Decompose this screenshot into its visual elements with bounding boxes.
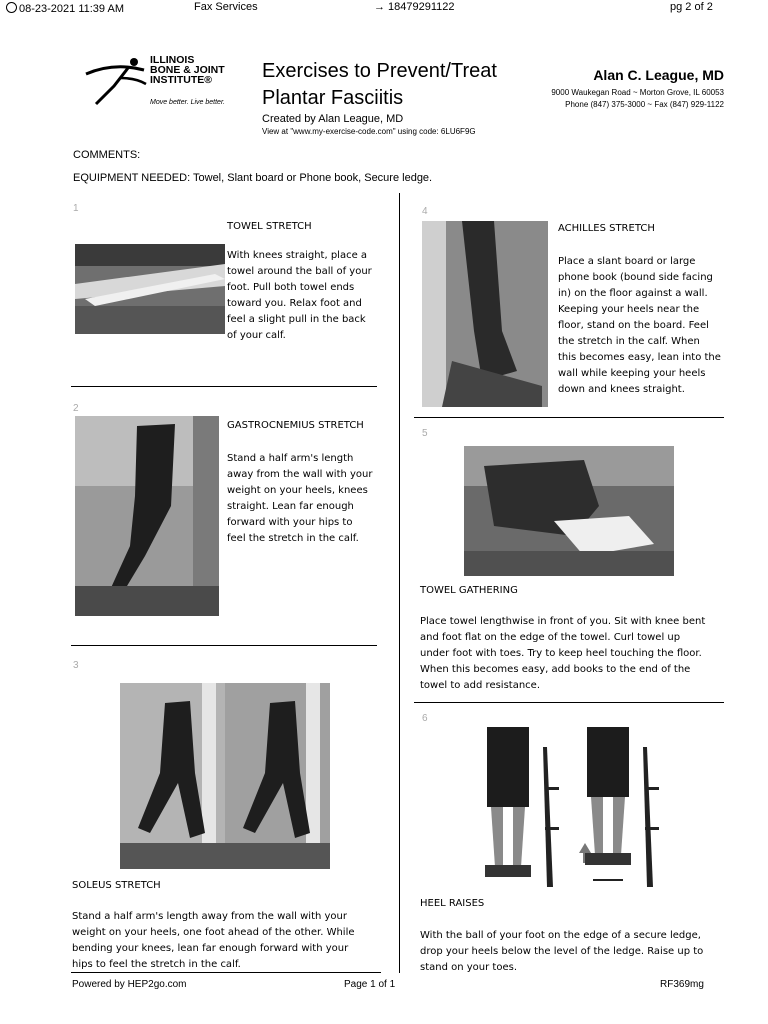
footer-powered-by: Powered by HEP2go.com: [72, 979, 187, 990]
exercise-number: 6: [422, 713, 428, 724]
section-divider: [71, 645, 377, 646]
clock-icon: [6, 2, 17, 13]
section-divider: [71, 386, 377, 387]
exercise-number: 3: [73, 660, 79, 671]
exercise-number: 5: [422, 428, 428, 439]
institute-name: ILLINOIS BONE & JOINT INSTITUTE®: [150, 54, 225, 86]
exercise-number: 1: [73, 203, 79, 214]
exercise-description: Stand a half arm's length away from the wall with your weight on your heels, knees straight. Lean far enough forward with your hips to feel the stretch in the calf.: [227, 453, 373, 544]
exercise-title: TOWEL STRETCH: [227, 221, 312, 232]
page-title: Exercises to Prevent/Treat Plantar Fasciitis: [262, 60, 497, 109]
exercise-number: 2: [73, 403, 79, 414]
equipment-needed: EQUIPMENT NEEDED: Towel, Slant board or Phone book, Secure ledge.: [73, 172, 433, 184]
exercise-description: With the ball of your foot on the edge of a secure ledge, drop your heels below the level of the ledge. Raise up to stand on your toes.: [420, 930, 704, 973]
column-divider: [399, 193, 400, 973]
doctor-contact: 9000 Waukegan Road ~ Morton Grove, IL 60053 Phone (847) 375-3000 ~ Fax (847) 929-1122: [551, 88, 724, 109]
fax-service: Fax Services: [194, 1, 258, 13]
exercise-title: SOLEUS STRETCH: [72, 880, 161, 891]
created-by: Created by Alan League, MD: [262, 113, 404, 125]
fax-number: → 18479291122: [374, 1, 455, 13]
gastrocnemius-stretch-image: [75, 416, 219, 616]
section-divider: [414, 702, 724, 703]
view-at-code: View at "www.my-exercise-code.com" using code: 6LU6F9G: [262, 127, 476, 136]
towel-stretch-image: [75, 244, 225, 334]
exercise-title: HEEL RAISES: [420, 898, 485, 909]
fax-datetime: 08-23-2021 11:39 AM: [6, 1, 124, 15]
exercise-number: 4: [422, 206, 428, 217]
footer-divider: [71, 972, 381, 973]
doctor-name: Alan C. League, MD: [593, 67, 724, 83]
towel-gathering-image: [464, 446, 674, 576]
exercise-description: Place towel lengthwise in front of you. Sit with knee bent and foot flat on the edge of the towel. Curl towel up under foot with toes. Try to keep heel touching the floor. When this becomes easy, add books to the end of the towel to add resistance.: [420, 616, 706, 691]
footer-code: RF369mg: [660, 979, 704, 990]
heel-raises-image: [475, 727, 675, 892]
section-divider: [414, 417, 724, 418]
exercise-description: Place a slant board or large phone book (bound side facing in) on the floor against a wall. Keeping your heels near the floor, stand on the board. Feel the stretch in the calf. When this becomes easy, lean into the wall while keeping your heels down and knees straight.: [558, 256, 721, 395]
comments-label: COMMENTS:: [73, 149, 141, 161]
exercise-title: ACHILLES STRETCH: [558, 223, 655, 234]
soleus-stretch-image: [120, 683, 330, 869]
achilles-stretch-image: [422, 221, 548, 407]
fax-page: pg 2 of 2: [670, 1, 713, 13]
exercise-description: With knees straight, place a towel around the ball of your foot. Pull both towel ends toward you. Relax foot and feel a slight pull in the back of your calf.: [227, 250, 372, 341]
footer-page-number: Page 1 of 1: [344, 979, 396, 990]
exercise-title: TOWEL GATHERING: [420, 585, 518, 596]
exercise-title: GASTROCNEMIUS STRETCH: [227, 420, 364, 431]
institute-tagline: Move better. Live better.: [150, 99, 225, 106]
exercise-description: Stand a half arm's length away from the wall with your weight on your heels, one foot ahead of the other. While bending your knees, lean far enough forward with your hips to feel the stretch in the calf.: [72, 911, 355, 970]
